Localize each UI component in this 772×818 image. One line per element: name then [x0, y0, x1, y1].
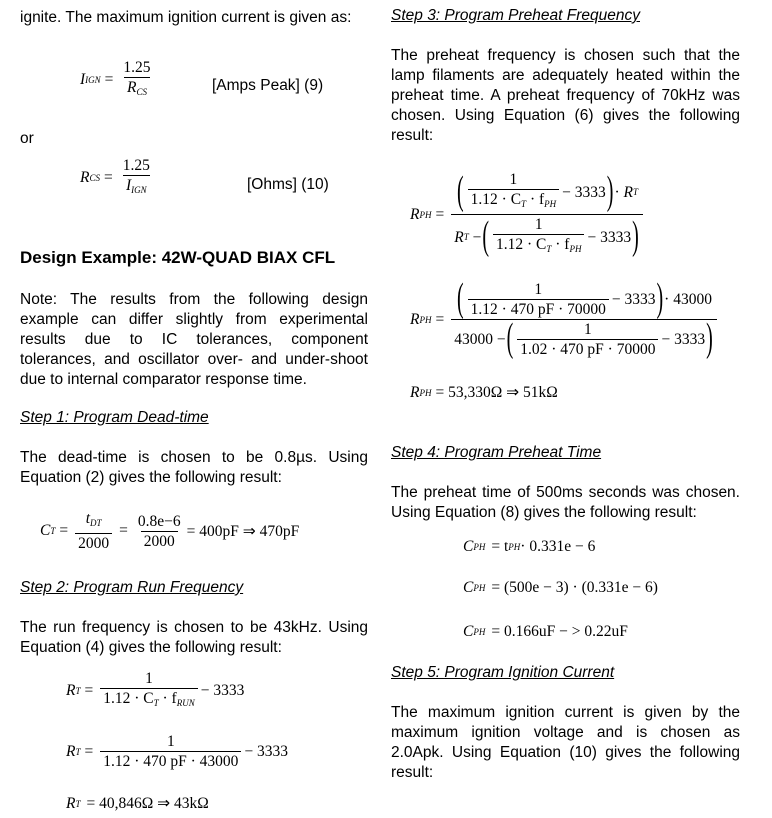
- eq-sub: T: [521, 199, 527, 209]
- eq-symbol: R: [80, 169, 90, 186]
- eq-sub: PH: [544, 199, 557, 209]
- step3-paragraph: The preheat frequency is chosen such that the lamp filaments are adequately heated within the preheat time. A preheat frequency of 70kHz was chosen. Using Equation (6) gives the following result:: [391, 47, 740, 144]
- eq-num: 1: [166, 733, 175, 750]
- eq-symbol: R: [66, 794, 76, 812]
- eq-sub: PH: [419, 209, 432, 220]
- eq-sub: T: [50, 526, 56, 536]
- equation-cph-values: [463, 579, 658, 597]
- eq-num: t: [85, 510, 90, 527]
- step4-heading: Step 4: Program Preheat Time: [391, 444, 602, 461]
- eq-value: 43000: [673, 291, 712, 308]
- or-text: or: [20, 130, 34, 147]
- eq-sub: PH: [419, 314, 432, 325]
- equation-rt-result: [66, 794, 209, 813]
- eq-symbol: R: [454, 228, 464, 246]
- step3-heading: Step 3: Program Preheat Frequency: [391, 7, 640, 24]
- eq-sub: PH: [473, 542, 486, 552]
- eq-sub: T: [75, 686, 81, 696]
- eq-den: 2000: [75, 533, 112, 553]
- eq-den: 1.02 · 470 pF · 70000: [517, 339, 658, 359]
- eq-sub: T: [75, 798, 81, 809]
- eq-sub: RUN: [176, 698, 195, 708]
- eq-minus: − 3333: [611, 291, 656, 308]
- eq-num: 0.8e−6: [137, 512, 181, 530]
- eq-tail: − 3333: [244, 742, 289, 760]
- eq-den: · f: [526, 191, 545, 208]
- eq-rhs: = (500e − 3) · (0.331e − 6): [491, 579, 658, 596]
- eq-num: 1: [534, 281, 543, 298]
- eq-symbol: R: [410, 310, 420, 328]
- eq-symbol: C: [463, 579, 474, 596]
- eq-den: 1.12 · 470 pF · 70000: [468, 299, 609, 319]
- equation-rt-formula: R T = $\frac{1}{1.12 \cdot C_T \cdot f_{RUN}}$ − 3333: [66, 669, 244, 713]
- eq-minus: − 3333: [587, 228, 632, 246]
- design-example-heading: Design Example: 42W-QUAD BIAX CFL: [20, 248, 336, 267]
- eq-result: = 400pF ⇒ 470pF: [186, 522, 300, 540]
- eq-sub: PH: [419, 387, 432, 398]
- eq-den: I: [125, 177, 132, 194]
- eq-symbol: C: [463, 623, 474, 640]
- eq-minus: − 3333: [562, 183, 606, 201]
- eq-symbol: R: [623, 183, 633, 201]
- eq-den: R: [126, 79, 137, 96]
- eq-den: 1.12 · 470 pF · 43000: [100, 751, 241, 771]
- eq-result: = 53,330Ω ⇒ 51kΩ: [435, 384, 558, 401]
- eq-num: 1.25: [122, 157, 150, 174]
- eq-den: · f: [551, 236, 570, 253]
- eq-sub: T: [153, 698, 159, 708]
- eq-result: = 40,846Ω ⇒ 43kΩ: [86, 795, 209, 812]
- eq-result: = 0.166uF − > 0.22uF: [491, 623, 628, 640]
- equation-9-unit: [Amps Peak] (9): [212, 77, 324, 94]
- eq-symbol: I: [80, 71, 86, 88]
- eq-sub: IGN: [131, 185, 147, 195]
- eq-sub: T: [546, 244, 552, 254]
- note-paragraph: Note: The results from the following design example can differ slightly from experimental results due to IC tolerances, component tolerances, and oscillator over- and under-shoot due to internal comparator response time.: [20, 291, 368, 388]
- equation-10: R CS = $\frac{1.25}{I_{IGN}}$: [80, 156, 156, 200]
- eq-num: 1.25: [123, 59, 151, 76]
- eq-sub: DT: [90, 518, 102, 528]
- eq-symbol: R: [410, 383, 420, 401]
- eq-sub: T: [632, 186, 638, 197]
- step4-paragraph: The preheat time of 500ms seconds was chosen. Using Equation (8) gives the following result:: [391, 484, 740, 521]
- step2-paragraph: The run frequency is chosen to be 43kHz. Using Equation (4) gives the following result:: [20, 619, 368, 656]
- eq-symbol: R: [66, 742, 76, 760]
- equation-rt-values: R T = $\frac{1}{1.12 \cdot 470 pF \cdot 43000}$ − 3333: [66, 733, 289, 770]
- step1-paragraph: The dead-time is chosen to be 0.8µs. Using Equation (2) gives the following result:: [20, 449, 368, 486]
- intro-text: ignite. The maximum ignition current is given as:: [20, 9, 352, 26]
- step5-paragraph: The maximum ignition current is given by the maximum ignition voltage and is chosen as 2.0Apk. Using Equation (10) gives the following result:: [391, 704, 740, 781]
- eq-num: 1: [145, 670, 153, 687]
- eq-num: 1: [534, 216, 543, 233]
- eq-den: · f: [158, 690, 177, 707]
- equation-cph-result: [463, 623, 628, 641]
- equation-ct: C T = $\frac{t_{DT}}{2000}$ = $\frac{0.8e-6}{2000}$ = 400pF ⇒ 470pF: [40, 510, 300, 552]
- eq-num: 1: [509, 171, 518, 188]
- eq-sub: PH: [473, 627, 486, 637]
- eq-symbol: R: [410, 205, 420, 223]
- equation-9: I IGN = $\frac{1.25}{R_{CS}}$: [80, 58, 157, 102]
- eq-den: 2000: [141, 531, 178, 551]
- equation-rph-formula: R PH = ( $\frac{1}{1.12 \cdot C_T \cdot f_{PH}}$ − 3333 ) · R T R T − ( $\frac{1}{1.12 \cdot C_T \cdot f_{PH}}$ − 3333 ): [410, 170, 646, 259]
- eq-sub: PH: [473, 583, 486, 593]
- eq-num: 1: [583, 321, 592, 338]
- equation-10-unit: [Ohms] (10): [247, 176, 329, 193]
- eq-den: 1.12 · C: [496, 236, 547, 253]
- eq-den: 1.12 · C: [470, 191, 522, 208]
- eq-minus: − 3333: [661, 331, 706, 348]
- eq-symbol: C: [40, 522, 51, 539]
- eq-sub: PH: [508, 542, 521, 552]
- step1-heading: Step 1: Program Dead-time: [20, 409, 209, 426]
- eq-sub: IGN: [85, 75, 101, 85]
- eq-tail: − 3333: [200, 682, 245, 699]
- eq-rhs: · 0.331e − 6: [520, 538, 596, 555]
- eq-sub: CS: [136, 87, 147, 97]
- equation-cph-formula: [463, 538, 595, 556]
- eq-sub: CS: [89, 173, 100, 183]
- eq-symbol: R: [66, 682, 76, 699]
- eq-den: 1.12 · C: [103, 690, 154, 707]
- eq-rhs: = t: [491, 538, 509, 555]
- equation-rph-values: R PH = ( $\frac{1}{1.12 \cdot 470 pF \cdot 70000}$ − 3333 ) · 43000 43000 − ( $\frac{1}{1.02 \cdot 470 pF \cdot 70000}$ − 3333 ): [410, 280, 720, 359]
- step2-heading: Step 2: Program Run Frequency: [20, 579, 244, 596]
- eq-value: 43000: [454, 331, 493, 348]
- eq-sub: PH: [569, 244, 582, 254]
- equation-rph-result: [410, 383, 558, 402]
- eq-symbol: C: [463, 538, 474, 555]
- step5-heading: Step 5: Program Ignition Current: [391, 664, 615, 681]
- eq-sub: T: [463, 231, 469, 242]
- eq-sub: T: [75, 746, 81, 757]
